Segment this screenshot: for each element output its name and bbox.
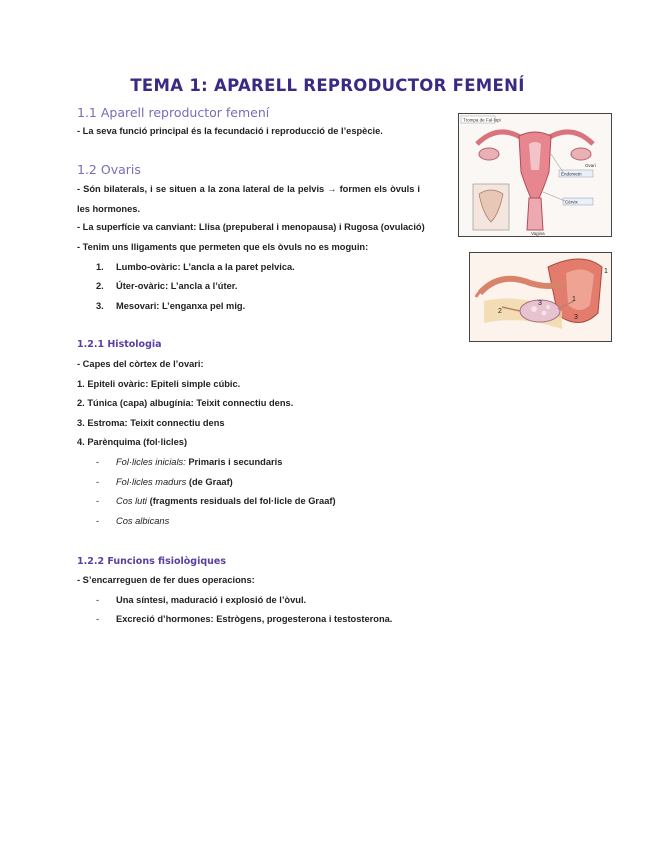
figure-number: 1 <box>604 268 608 275</box>
ovary-illustration <box>470 253 611 341</box>
function-bullet: - Excreció d’hormones: Estrògens, progesterona i testosterona. <box>96 614 393 624</box>
function-bullet: - Una síntesi, maduració i explosió de l’òvul. <box>96 595 307 605</box>
figure-label: Ovari <box>585 163 596 168</box>
figure-number: 2 <box>498 308 502 315</box>
follicle-bullet: - Fol·licles inicials: Primaris i secundaris <box>96 457 283 467</box>
page-title: TEMA 1: APARELL REPRODUCTOR FEMENÍ <box>130 76 525 95</box>
paragraph-operations: - S’encarreguen de fer dues operacions: <box>77 575 255 585</box>
section-heading-1-1: 1.1 Aparell reproductor femení <box>77 105 270 120</box>
paragraph-surface: - La superfície va canviant: Llisa (prepuberal i menopausa) i Rugosa (ovulació) <box>77 222 425 232</box>
section-heading-1-2: 1.2 Ovaris <box>77 162 141 177</box>
figure-label: Cèrvix <box>565 199 578 205</box>
ovary-ligaments-figure <box>469 252 612 342</box>
layer-item: 2. Túnica (capa) albugínia: Teixit connectiu dens. <box>77 398 294 408</box>
ligament-item: 3. Mesovari: L’enganxa pel mig. <box>96 301 246 311</box>
paragraph-function: - La seva funció principal és la fecundació i reproducció de l’espècie. <box>77 126 383 136</box>
figure-number: 3 <box>538 300 542 307</box>
ligament-item: 2. Úter-ovàric: L’ancla a l’úter. <box>96 281 238 291</box>
figure-number: 3 <box>574 314 578 321</box>
uterus-illustration <box>459 114 611 236</box>
paragraph-ligaments: - Tenim uns lligaments que permeten que els òvuls no es moguin: <box>77 242 369 252</box>
section-heading-1-2-1: 1.2.1 Histologia <box>77 339 162 350</box>
layer-item: 3. Estroma: Teixit connectiu dens <box>77 418 225 428</box>
figure-label: Vagina <box>531 231 545 236</box>
figure-label: Trompa de Fal·lopi <box>463 117 501 123</box>
figure-number: 1 <box>572 296 576 303</box>
layer-item: 4. Parènquima (fol·licles) <box>77 437 188 447</box>
follicle-bullet: - Fol·licles madurs (de Graaf) <box>96 477 233 487</box>
section-heading-1-2-2: 1.2.2 Funcions fisiològiques <box>77 556 227 567</box>
follicle-bullet: - Cos luti (fragments residuals del fol·licle de Graaf) <box>96 496 336 506</box>
uterus-anatomy-figure <box>458 113 612 237</box>
paragraph-layers: - Capes del còrtex de l’ovari: <box>77 359 204 369</box>
paragraph-bilateral: - Són bilaterals, i se situen a la zona lateral de la pelvis → formen els òvuls i les hormones. <box>77 184 420 214</box>
follicle-bullet: - Cos albicans <box>96 516 170 526</box>
figure-label: Endometri <box>561 171 582 177</box>
ligament-item: 1. Lumbo-ovàric: L’ancla a la paret pelvica. <box>96 262 295 272</box>
layer-item: 1. Epiteli ovàric: Epiteli simple cúbic. <box>77 379 241 389</box>
